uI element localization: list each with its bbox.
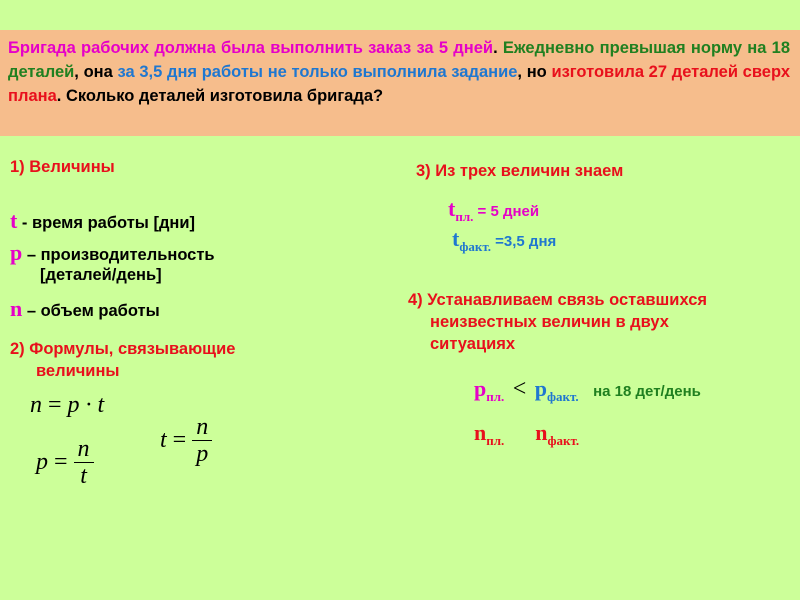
subscript-fact: факт. [547,389,579,404]
problem-part-fact: за 3,5 дня работы не только выполнила задание [117,63,518,81]
formula-p-lhs: p [36,449,48,475]
fraction-numerator: n [74,436,94,463]
symbol-n-plan: n [474,420,487,445]
relation-n [474,420,579,449]
subscript-fact: факт. [459,239,491,254]
formula-t-lhs: t [160,427,167,453]
problem-separator: , [517,63,527,81]
symbol-t: t [452,226,460,251]
definition-t [10,208,195,234]
problem-part-extra: изготовила 27 деталей сверх плана [8,63,790,105]
definition-p [10,240,215,266]
section4-heading-cont: неизвестных величин в двух [430,313,669,331]
problem-statement [0,30,800,136]
subscript-plan: пл. [486,433,505,448]
symbol-t: t [10,208,18,233]
problem-word: она [83,63,113,81]
definition-t-text: - время работы [дни] [17,214,196,232]
section1-heading: 1) Величины [10,158,115,176]
less-than-sign: < [512,376,527,402]
value-t-fact: =3,5 дня [490,233,557,250]
definition-n-text: – объем работы [22,302,160,320]
definition-n [10,296,160,322]
known-t-plan [448,196,539,225]
subscript-plan: пл. [455,209,474,224]
fraction-numerator: n [192,414,212,441]
symbol-p-fact: p [534,376,547,401]
formula-n-eq: = [42,392,68,418]
problem-part-plan: Бригада рабочих должна была выполнить заказ за 5 дней [8,39,494,57]
known-t-fact [452,226,556,255]
symbol-n-fact: n [535,420,548,445]
definition-p-unit: [деталей/день] [40,266,162,284]
symbol-p: p [10,240,23,265]
problem-question: . Сколько деталей изготовила бригада? [56,87,384,105]
problem-word: но [526,63,547,81]
fraction-denominator: t [80,463,87,489]
fraction-denominator: p [196,441,209,467]
section3-heading: 3) Из трех величин знаем [416,162,624,180]
fraction-n-over-p [192,414,212,467]
formula-n-lhs: n [30,392,42,418]
section2-heading-cont: величины [36,362,120,380]
symbol-p-plan: p [474,376,487,401]
section4-heading-cont2: ситуациях [430,335,516,353]
formula-n-rhs: p · t [67,392,105,418]
problem-part-norm: Ежедневно превышая норму на 18 деталей [8,39,791,81]
value-t-plan: = 5 дней [473,203,540,220]
section2-heading: 2) Формулы, связывающие [10,340,236,358]
formula-p-eq: = [48,449,74,475]
symbol-n: n [10,296,23,321]
problem-separator: . [493,39,503,57]
symbol-t: t [448,196,456,221]
fraction-n-over-t [74,436,94,489]
section4-heading: 4) Устанавливаем связь оставшихся [408,291,708,309]
relation-p [474,376,701,405]
definition-p-text: – производительность [22,246,215,264]
formula-t-eq: = [166,427,193,453]
problem-separator: , [74,63,84,81]
subscript-plan: пл. [486,389,505,404]
relation-p-note: на 18 дет/день [593,383,701,400]
subscript-fact: факт. [547,433,580,448]
formula-t-equals-n-over-p [160,414,212,467]
formula-p-equals-n-over-t [36,436,94,489]
formula-n-equals-pt [30,392,104,419]
